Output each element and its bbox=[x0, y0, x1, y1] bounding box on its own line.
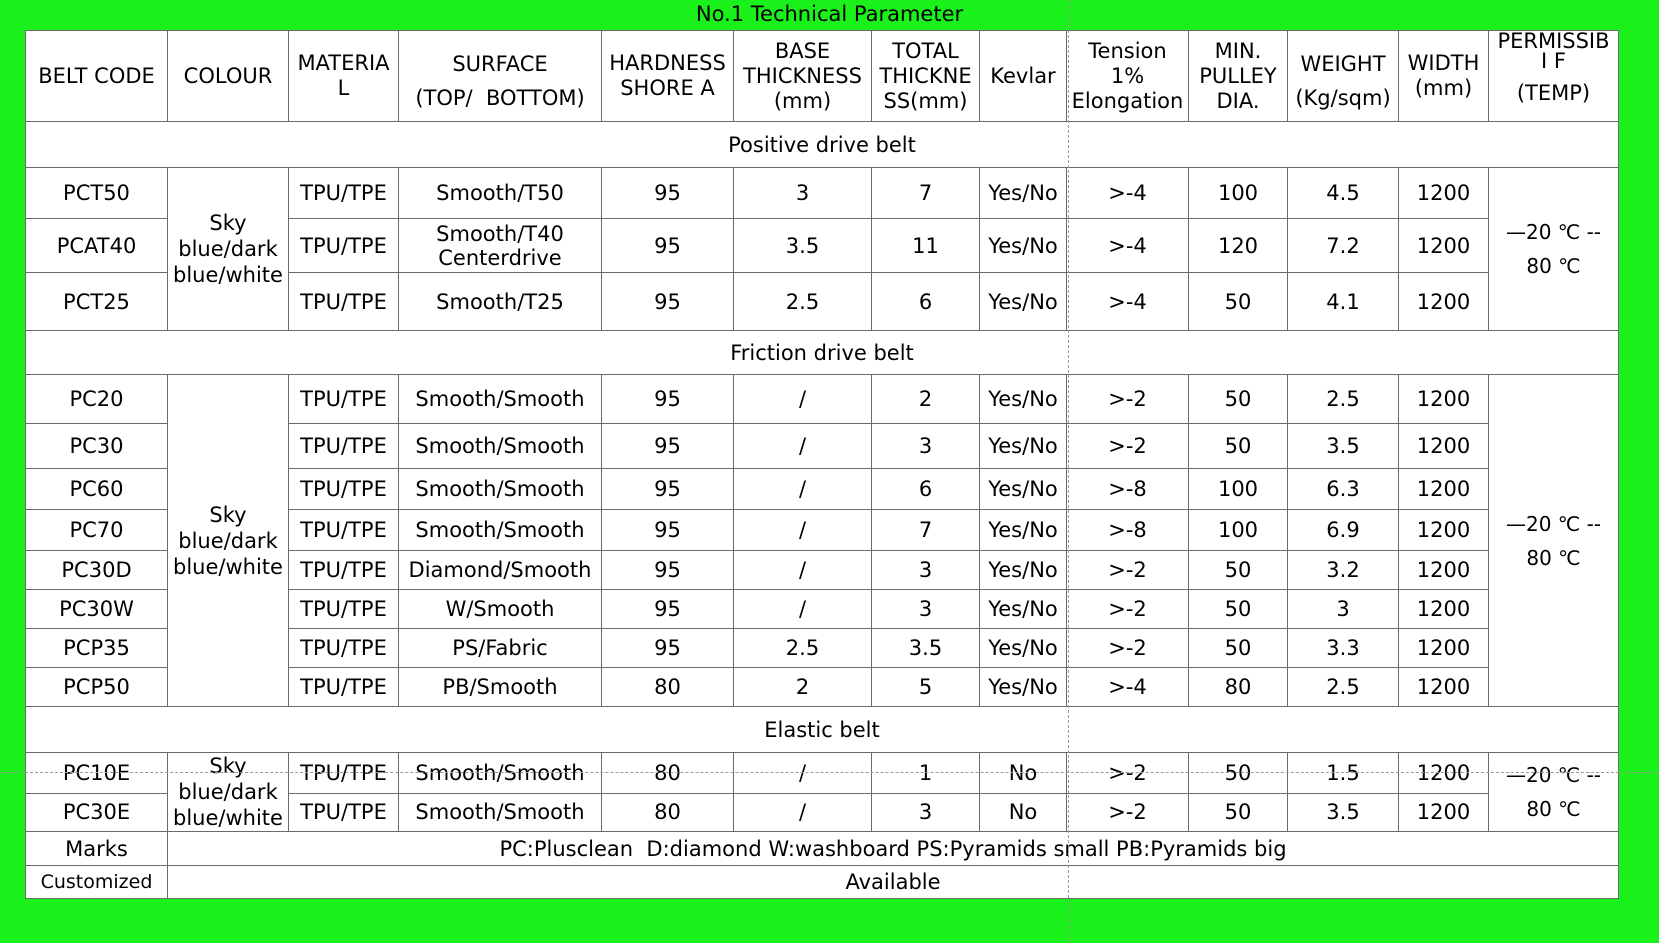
header-line: 1% bbox=[1110, 63, 1145, 88]
material-cell: TPU/TPE bbox=[289, 753, 399, 794]
base-cell: 3 bbox=[734, 168, 872, 219]
kevlar-cell: Yes/No bbox=[980, 629, 1067, 668]
kevlar-cell: Yes/No bbox=[980, 424, 1067, 469]
kevlar-cell: Yes/No bbox=[980, 375, 1067, 424]
surface-cell: Smooth/T25 bbox=[399, 273, 602, 331]
pulley-cell: 120 bbox=[1189, 219, 1288, 273]
kevlar-cell: Yes/No bbox=[980, 551, 1067, 590]
kevlar-cell: No bbox=[980, 793, 1067, 831]
material-cell: TPU/TPE bbox=[289, 590, 399, 629]
total-cell: 6 bbox=[872, 273, 980, 331]
belt-code-cell: PCT25 bbox=[26, 273, 168, 331]
kevlar-cell: Yes/No bbox=[980, 510, 1067, 551]
colour-cell bbox=[168, 375, 289, 707]
tension-cell: >-2 bbox=[1067, 753, 1189, 794]
hardness-cell: 95 bbox=[602, 273, 734, 331]
temp-line: —20 ℃ -- bbox=[1505, 220, 1602, 244]
pulley-cell: 100 bbox=[1189, 510, 1288, 551]
header-line: (TEMP) bbox=[1516, 81, 1591, 105]
total-cell: 6 bbox=[872, 469, 980, 510]
header-tension bbox=[1067, 31, 1189, 122]
pulley-cell: 50 bbox=[1189, 793, 1288, 831]
hardness-cell: 95 bbox=[602, 629, 734, 668]
header-total-thickness bbox=[872, 31, 980, 122]
base-cell: / bbox=[734, 469, 872, 510]
base-cell: 2.5 bbox=[734, 273, 872, 331]
header-min-pulley bbox=[1189, 31, 1288, 122]
material-cell: TPU/TPE bbox=[289, 629, 399, 668]
tension-cell: >-2 bbox=[1067, 375, 1189, 424]
base-cell: / bbox=[734, 793, 872, 831]
tension-cell: >-2 bbox=[1067, 551, 1189, 590]
hardness-cell: 95 bbox=[602, 590, 734, 629]
hardness-cell: 95 bbox=[602, 424, 734, 469]
belt-code-cell: PC30E bbox=[26, 793, 168, 831]
colour-line: blue/white bbox=[173, 806, 283, 830]
material-cell: TPU/TPE bbox=[289, 424, 399, 469]
kevlar-cell: Yes/No bbox=[980, 469, 1067, 510]
material-cell: TPU/TPE bbox=[289, 510, 399, 551]
customized-row bbox=[26, 866, 1619, 899]
header-line: L bbox=[337, 76, 350, 100]
total-cell: 2 bbox=[872, 375, 980, 424]
hardness-cell: 95 bbox=[602, 375, 734, 424]
header-text: COLOUR bbox=[183, 63, 273, 88]
material-cell: TPU/TPE bbox=[289, 273, 399, 331]
surface-line: Centerdrive bbox=[438, 245, 562, 270]
belt-code-cell: PC30D bbox=[26, 551, 168, 590]
material-cell: TPU/TPE bbox=[289, 219, 399, 273]
total-cell: 3 bbox=[872, 551, 980, 590]
hardness-cell: 95 bbox=[602, 469, 734, 510]
weight-cell: 3.5 bbox=[1288, 424, 1399, 469]
header-line: WIDTH bbox=[1407, 51, 1480, 75]
tension-cell: >-4 bbox=[1067, 168, 1189, 219]
weight-cell: 6.9 bbox=[1288, 510, 1399, 551]
header-line: SHORE A bbox=[620, 76, 715, 100]
colour-line: blue/dark bbox=[178, 237, 278, 261]
belt-code-cell: PC30W bbox=[26, 590, 168, 629]
marks-label: Marks bbox=[26, 832, 168, 866]
base-cell: 2 bbox=[734, 668, 872, 707]
belt-code-cell: PC30 bbox=[26, 424, 168, 469]
material-cell: TPU/TPE bbox=[289, 168, 399, 219]
material-cell: TPU/TPE bbox=[289, 469, 399, 510]
tension-cell: >-4 bbox=[1067, 668, 1189, 707]
header-line: HARDNESS bbox=[609, 51, 726, 75]
colour-cell bbox=[168, 753, 289, 832]
header-line: PERMISSIB bbox=[1497, 30, 1610, 53]
surface-cell: Smooth/Smooth bbox=[399, 424, 602, 469]
belt-code-cell: PC70 bbox=[26, 510, 168, 551]
total-cell: 3 bbox=[872, 424, 980, 469]
header-line: (mm) bbox=[1414, 76, 1473, 100]
belt-code-cell: PC20 bbox=[26, 375, 168, 424]
customized-value: Available bbox=[168, 866, 1619, 899]
header-line: I F bbox=[1541, 49, 1566, 73]
header-temp bbox=[1489, 31, 1619, 122]
temp-cell bbox=[1489, 375, 1619, 707]
weight-cell: 2.5 bbox=[1288, 375, 1399, 424]
weight-cell: 7.2 bbox=[1288, 219, 1399, 273]
hardness-cell: 80 bbox=[602, 668, 734, 707]
surface-cell: Smooth/Smooth bbox=[399, 469, 602, 510]
surface-cell: PS/Fabric bbox=[399, 629, 602, 668]
hardness-cell: 80 bbox=[602, 753, 734, 794]
belt-code-cell: PCP35 bbox=[26, 629, 168, 668]
header-line: (Kg/sqm) bbox=[1295, 85, 1391, 110]
weight-cell: 4.5 bbox=[1288, 168, 1399, 219]
section-row-elastic bbox=[26, 707, 1619, 753]
header-surface bbox=[399, 31, 602, 122]
total-cell: 3 bbox=[872, 590, 980, 629]
tension-cell: >-2 bbox=[1067, 424, 1189, 469]
surface-cell bbox=[399, 219, 602, 273]
tension-cell: >-4 bbox=[1067, 219, 1189, 273]
base-cell: / bbox=[734, 375, 872, 424]
pulley-cell: 50 bbox=[1189, 753, 1288, 794]
base-cell: / bbox=[734, 753, 872, 794]
total-cell: 3 bbox=[872, 793, 980, 831]
surface-cell: W/Smooth bbox=[399, 590, 602, 629]
tension-cell: >-2 bbox=[1067, 793, 1189, 831]
base-cell: 2.5 bbox=[734, 629, 872, 668]
weight-cell: 3.2 bbox=[1288, 551, 1399, 590]
base-cell: / bbox=[734, 551, 872, 590]
weight-cell: 3 bbox=[1288, 590, 1399, 629]
tension-cell: >-4 bbox=[1067, 273, 1189, 331]
total-cell: 7 bbox=[872, 510, 980, 551]
total-cell: 5 bbox=[872, 668, 980, 707]
hardness-cell: 80 bbox=[602, 793, 734, 831]
width-cell: 1200 bbox=[1399, 510, 1489, 551]
tension-cell: >-2 bbox=[1067, 590, 1189, 629]
colour-line: blue/white bbox=[173, 263, 283, 287]
surface-cell: Smooth/Smooth bbox=[399, 793, 602, 831]
hardness-cell: 95 bbox=[602, 551, 734, 590]
customized-label: Customized bbox=[26, 866, 168, 899]
header-line: BASE bbox=[774, 38, 831, 63]
hardness-cell: 95 bbox=[602, 219, 734, 273]
header-line: WEIGHT bbox=[1300, 51, 1386, 76]
marks-value: PC:Plusclean D:diamond W:washboard PS:Pyramids small PB:Pyramids big bbox=[168, 832, 1619, 866]
technical-parameter-table bbox=[25, 30, 1619, 899]
header-hardness bbox=[602, 31, 734, 122]
header-line: (mm) bbox=[773, 88, 832, 113]
belt-code-cell: PCT50 bbox=[26, 168, 168, 219]
base-cell: / bbox=[734, 510, 872, 551]
total-cell: 1 bbox=[872, 753, 980, 794]
belt-code-cell: PCP50 bbox=[26, 668, 168, 707]
page-title: No.1 Technical Parameter bbox=[695, 2, 964, 26]
weight-cell: 2.5 bbox=[1288, 668, 1399, 707]
section-title: Elastic belt bbox=[26, 707, 1619, 753]
header-text: Kevlar bbox=[990, 63, 1056, 88]
tension-cell: >-8 bbox=[1067, 510, 1189, 551]
pulley-cell: 50 bbox=[1189, 375, 1288, 424]
material-cell: TPU/TPE bbox=[289, 793, 399, 831]
temp-line: 80 ℃ bbox=[1526, 254, 1581, 278]
pulley-cell: 100 bbox=[1189, 168, 1288, 219]
tension-cell: >-8 bbox=[1067, 469, 1189, 510]
total-cell: 3.5 bbox=[872, 629, 980, 668]
tension-cell: >-2 bbox=[1067, 629, 1189, 668]
surface-cell: Diamond/Smooth bbox=[399, 551, 602, 590]
colour-line: blue/dark bbox=[178, 780, 278, 804]
header-text: BELT CODE bbox=[38, 63, 155, 88]
temp-line: 80 ℃ bbox=[1526, 545, 1581, 570]
weight-cell: 3.5 bbox=[1288, 793, 1399, 831]
temp-cell bbox=[1489, 168, 1619, 331]
pulley-cell: 50 bbox=[1189, 629, 1288, 668]
kevlar-cell: Yes/No bbox=[980, 668, 1067, 707]
pulley-cell: 50 bbox=[1189, 551, 1288, 590]
surface-cell: Smooth/T50 bbox=[399, 168, 602, 219]
total-cell: 11 bbox=[872, 219, 980, 273]
hardness-cell: 95 bbox=[602, 168, 734, 219]
base-cell: / bbox=[734, 590, 872, 629]
hardness-cell: 95 bbox=[602, 510, 734, 551]
header-line: Elongation bbox=[1071, 88, 1184, 113]
header-line: PULLEY bbox=[1199, 63, 1277, 88]
width-cell: 1200 bbox=[1399, 469, 1489, 510]
table-row bbox=[26, 375, 1619, 424]
colour-line: Sky bbox=[209, 754, 247, 778]
surface-cell: PB/Smooth bbox=[399, 668, 602, 707]
colour-line: Sky bbox=[209, 211, 247, 235]
section-title: Friction drive belt bbox=[26, 331, 1619, 375]
material-cell: TPU/TPE bbox=[289, 668, 399, 707]
header-line: DIA. bbox=[1216, 88, 1260, 113]
header-kevlar bbox=[980, 31, 1067, 122]
weight-cell: 4.1 bbox=[1288, 273, 1399, 331]
header-base-thickness bbox=[734, 31, 872, 122]
temp-cell bbox=[1489, 753, 1619, 832]
base-cell: 3.5 bbox=[734, 219, 872, 273]
header-line: (TOP/ BOTTOM) bbox=[415, 85, 585, 110]
width-cell: 1200 bbox=[1399, 590, 1489, 629]
width-cell: 1200 bbox=[1399, 793, 1489, 831]
header-line: MIN. bbox=[1214, 38, 1262, 63]
width-cell: 1200 bbox=[1399, 753, 1489, 794]
width-cell: 1200 bbox=[1399, 219, 1489, 273]
material-cell: TPU/TPE bbox=[289, 375, 399, 424]
colour-line: blue/dark bbox=[178, 528, 278, 553]
kevlar-cell: Yes/No bbox=[980, 219, 1067, 273]
pulley-cell: 50 bbox=[1189, 424, 1288, 469]
section-row-friction bbox=[26, 331, 1619, 375]
base-cell: / bbox=[734, 424, 872, 469]
total-cell: 7 bbox=[872, 168, 980, 219]
kevlar-cell: Yes/No bbox=[980, 168, 1067, 219]
width-cell: 1200 bbox=[1399, 551, 1489, 590]
header-width bbox=[1399, 31, 1489, 122]
weight-cell: 1.5 bbox=[1288, 753, 1399, 794]
header-line: THICKNE bbox=[879, 63, 972, 88]
pulley-cell: 80 bbox=[1189, 668, 1288, 707]
weight-cell: 3.3 bbox=[1288, 629, 1399, 668]
header-weight bbox=[1288, 31, 1399, 122]
surface-cell: Smooth/Smooth bbox=[399, 510, 602, 551]
table-row bbox=[26, 753, 1619, 794]
pulley-cell: 100 bbox=[1189, 469, 1288, 510]
belt-code-cell: PC60 bbox=[26, 469, 168, 510]
header-line: THICKNESS bbox=[743, 63, 862, 88]
temp-line: —20 ℃ -- bbox=[1505, 511, 1602, 536]
pulley-cell: 50 bbox=[1189, 590, 1288, 629]
width-cell: 1200 bbox=[1399, 668, 1489, 707]
header-line: MATERIA bbox=[297, 51, 390, 75]
width-cell: 1200 bbox=[1399, 168, 1489, 219]
marks-row bbox=[26, 832, 1619, 866]
header-line: Tension bbox=[1088, 38, 1167, 63]
width-cell: 1200 bbox=[1399, 273, 1489, 331]
surface-cell: Smooth/Smooth bbox=[399, 375, 602, 424]
width-cell: 1200 bbox=[1399, 424, 1489, 469]
material-cell: TPU/TPE bbox=[289, 551, 399, 590]
header-row bbox=[26, 31, 1619, 122]
colour-cell bbox=[168, 168, 289, 331]
kevlar-cell: Yes/No bbox=[980, 273, 1067, 331]
section-row-positive bbox=[26, 122, 1619, 168]
header-line: TOTAL bbox=[892, 38, 959, 63]
belt-code-cell: PCAT40 bbox=[26, 219, 168, 273]
temp-line: 80 ℃ bbox=[1526, 797, 1581, 821]
pulley-cell: 50 bbox=[1189, 273, 1288, 331]
header-material bbox=[289, 31, 399, 122]
temp-line: —20 ℃ -- bbox=[1505, 763, 1602, 787]
width-cell: 1200 bbox=[1399, 629, 1489, 668]
header-line: SURFACE bbox=[452, 51, 548, 76]
belt-code-cell: PC10E bbox=[26, 753, 168, 794]
kevlar-cell: No bbox=[980, 753, 1067, 794]
kevlar-cell: Yes/No bbox=[980, 590, 1067, 629]
colour-line: Sky bbox=[209, 502, 247, 527]
section-title: Positive drive belt bbox=[26, 122, 1619, 168]
weight-cell: 6.3 bbox=[1288, 469, 1399, 510]
header-line: SS(mm) bbox=[883, 88, 968, 113]
surface-line: Smooth/T40 bbox=[436, 221, 564, 246]
width-cell: 1200 bbox=[1399, 375, 1489, 424]
header-colour bbox=[168, 31, 289, 122]
colour-line: blue/white bbox=[173, 554, 283, 579]
surface-cell: Smooth/Smooth bbox=[399, 753, 602, 794]
header-belt-code bbox=[26, 31, 168, 122]
table-row bbox=[26, 168, 1619, 219]
